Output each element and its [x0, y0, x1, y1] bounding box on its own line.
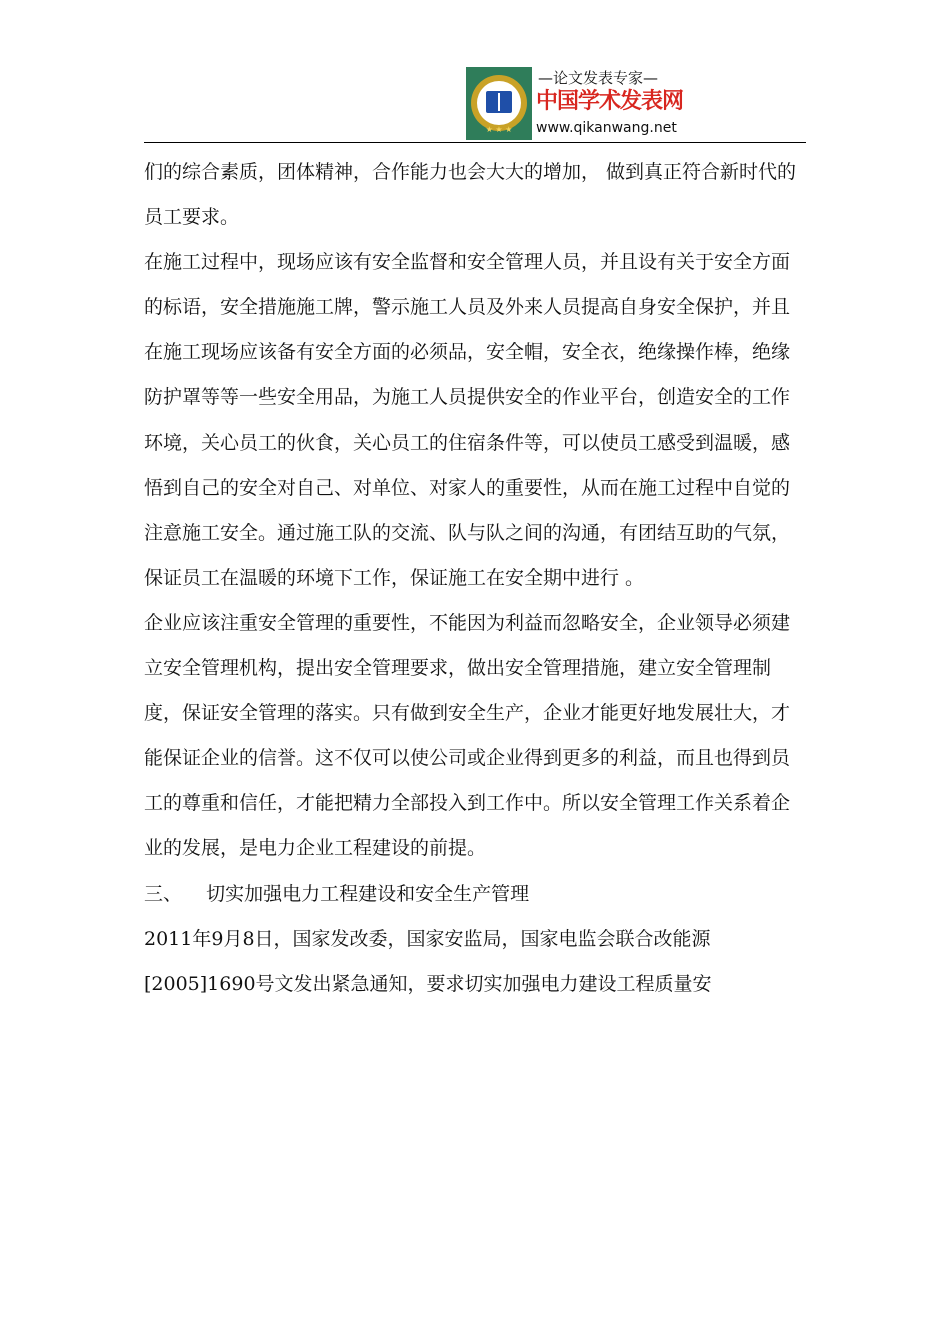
- paragraph: 们的综合素质，团体精神，合作能力也会大大的增加， 做到真正符合新时代的员工要求。: [144, 161, 797, 229]
- logo-tagline: —论文发表专家—: [538, 69, 659, 87]
- stars-icon: ★ ★ ★: [485, 125, 513, 134]
- paragraph: 企业应该注重安全管理的重要性，不能因为利益而忽略安全，企业领导必须建立安全管理机构，提出安全管理要求，做出安全管理措施，建立安全管理制度，保证安全管理的落实。只有做到安全生产，企业才能更好地发展壮大，才能保证企业的信誉。这不仅可以使公司或企业得到更多的利益，而且也得到员工的尊重和信任，才能把精力全部投入到工作中。所以安全管理工作关系着企业的发展，是电力企业工程建设的前提。: [144, 611, 791, 860]
- site-logo: [466, 67, 694, 140]
- document-body: [144, 150, 804, 1007]
- paragraph: 2011年9月8日，国家发改委，国家安监局，国家电监会联合改能源[2005]1690号文发出紧急通知，要求切实加强电力建设工程质量安: [144, 927, 712, 995]
- header-divider: [144, 142, 806, 143]
- section-heading: 三、 切实加强电力工程建设和安全生产管理: [144, 882, 530, 905]
- logo-site-name: 中国学术发表网: [536, 89, 684, 114]
- paragraph: 在施工过程中，现场应该有安全监督和安全管理人员，并且设有关于安全方面的标语，安全措施施工牌，警示施工人员及外来人员提高自身安全保护，并且在施工现场应该备有安全方面的必须品，安全帽，安全衣，绝缘操作棒，绝缘防护罩等等一些安全用品，为施工人员提供安全的作业平台，创造安全的工作环境，关心员工的伙食，关心员工的住宿条件等，可以使员工感受到温暖，感悟到自己的安全对自己、对单位、对家人的重要性，从而在施工过程中自觉的注意施工安全。通过施工队的交流、队与队之间的沟通，有团结互助的气氛，保证员工在温暖的环境下工作，保证施工在安全期中进行 。: [144, 251, 791, 589]
- logo-emblem-icon: [466, 67, 532, 140]
- logo-url: www.qikanwang.net: [536, 120, 677, 136]
- book-icon: [486, 91, 512, 113]
